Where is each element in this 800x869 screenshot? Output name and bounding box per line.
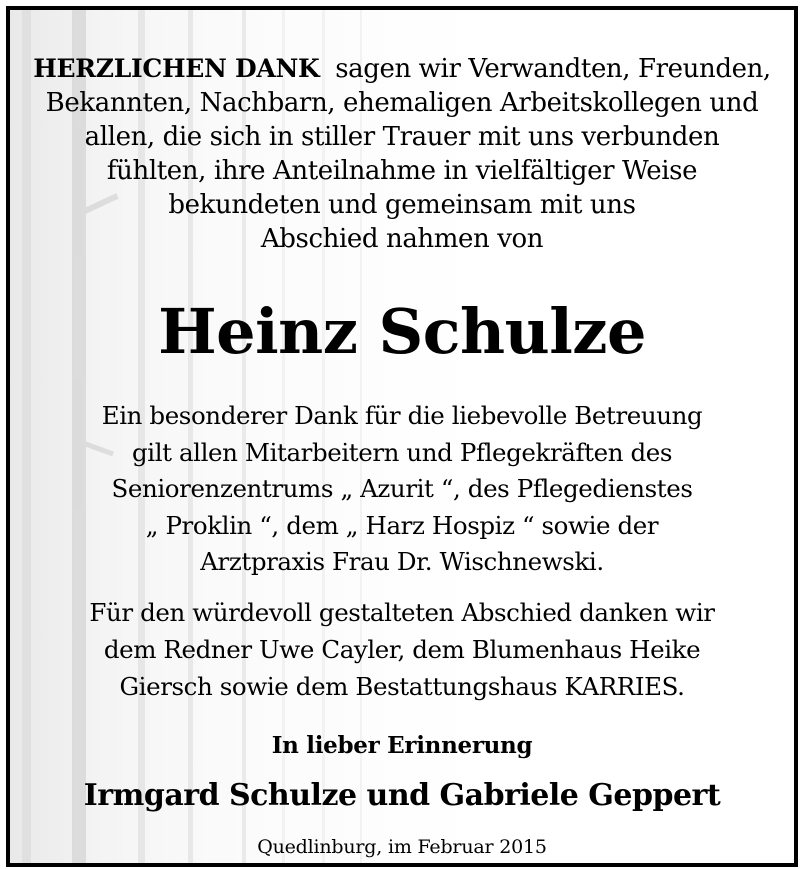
special-thanks-line: Ein besonderer Dank für die liebevolle Betreuung (101, 401, 703, 430)
intro-line: allen, die sich in stiller Trauer mit uns verbunden (84, 122, 720, 152)
intro-line-rest: sagen wir Verwandten, Freunden, (335, 54, 771, 84)
memory-phrase: In lieber Erinnerung (271, 732, 533, 759)
special-thanks-line: gilt allen Mitarbeitern und Pflegekräften des (131, 437, 673, 467)
intro-line: fühlten, ihre Anteilnahme in vielfältiger Weise (106, 156, 698, 186)
farewell-line: dem Redner Uwe Cayler, dem Blumenhaus Heike (103, 634, 701, 664)
farewell-line: Für den würdevoll gestalteten Abschied danken wir (89, 598, 715, 627)
obituary-notice (6, 6, 798, 867)
special-thanks-line: Seniorenzentrums „ Azurit “, des Pflegedienstes (111, 474, 693, 504)
intro-line: Abschied nahmen von (260, 224, 544, 254)
special-thanks-line: Arztpraxis Frau Dr. Wischnewski. (200, 547, 604, 577)
intro-lead: HERZLICHEN DANK (33, 54, 320, 83)
farewell-line: Giersch sowie dem Bestattungshaus KARRIES. (119, 671, 685, 701)
place-date: Quedlinburg, im Februar 2015 (257, 836, 547, 858)
special-thanks (10, 398, 794, 581)
farewell-thanks (10, 595, 794, 705)
signers: Irmgard Schulze und Gabriele Geppert (83, 778, 721, 813)
special-thanks-line: „ Proklin “, dem „ Harz Hospiz “ sowie der (145, 510, 659, 540)
intro-line (10, 52, 794, 86)
notice-content (10, 10, 794, 863)
deceased-name: Heinz Schulze (158, 295, 646, 368)
intro-line: Bekannten, Nachbarn, ehemaligen Arbeitskollegen und (45, 88, 759, 118)
intro-line: bekundeten und gemeinsam mit uns (168, 190, 636, 220)
thanks-intro (10, 52, 794, 256)
